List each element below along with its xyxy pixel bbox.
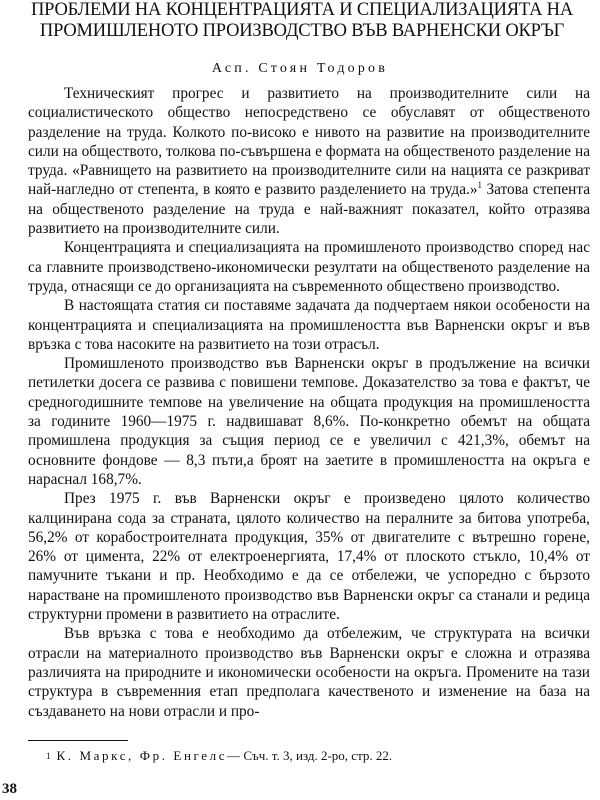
article-author: Асп. Стоян Тодоров bbox=[211, 61, 389, 76]
article-title-line-2: ПРОМИШЛЕНОТО ПРОИЗВОДСТВО ВЪВ ВАРНЕНСКИ ОКРЪГ bbox=[39, 21, 565, 41]
page-number: 38 bbox=[2, 781, 17, 797]
paragraph: Във връзка с това е необходимо да отбележим, че структурата на всички отрасли на материалното производство във Варненски окръг е сложна и отразява различията на природните и икономически особености на окръга. Промените на тази структура в съвременния етап предполага качественото и изменение на база на създаването на нови отрасли и про- bbox=[28, 625, 590, 720]
paragraph: В настоящата статия си поставяме задачата да подчертаем някои особености на концентрацията и специализацията на промишлеността във Варненски окръг и във връзка с това насоките на развитието на този отрасъл. bbox=[28, 297, 590, 353]
footnote-mark: 1 bbox=[46, 751, 51, 761]
paragraph-text-continued: Затова степента на общественото разделение на труда е най-важният показател, който отразява развитието на производителните сили. bbox=[28, 181, 590, 238]
article-body bbox=[28, 84, 590, 721]
footnote-divider bbox=[28, 740, 128, 741]
article-title bbox=[12, 0, 592, 42]
paragraph: През 1975 г. във Варненски окръг е произведено цялото количество калцинирана сода за страната, цялото количество на пералните за битова употреба, 56,2% от корабостроителната продукция, 35% от двигателите с вътрешно горене, 26% от цимента, 22% от електроенергията, 17,4% от плоското стъкло, 10,4% от памучните тъкани и пр. Необходимо е да се отбележи, че успоредно с бързото нарастване на промишленото производство във Варненски окръг са станали и редица структурни промени в развитието на отраслите. bbox=[28, 490, 590, 624]
footnote bbox=[46, 748, 590, 764]
article-title-line-1: ПРОБЛЕМИ НА КОНЦЕНТРАЦИЯТА И СПЕЦИАЛИЗАЦИЯТА НА bbox=[31, 0, 573, 20]
footnote-citation: — Съч. т. 3, изд. 2-ро, стр. 22. bbox=[227, 748, 393, 763]
paragraph-text: Техническият прогрес и развитието на производителните сили на социалистическото общество непосредствено се обуславят от общественото разделение на труда. Колкото по-високо е нивото на развитие на производителните сили на обществото, толкова по-съвършена е формата на общественото разделение на труда. «Равнището на развитието на производителните сили на нацията се разкриват най-нагледно от степента, в която е развито разделението на труда.» bbox=[28, 85, 590, 199]
paragraph bbox=[28, 84, 590, 238]
paragraph: Концентрацията и специализацията на промишленото производство според нас са главните производствено-икономически резултати на общественото разделение на труда, отнасящи се до организацията на съвременното обществено производство. bbox=[28, 239, 590, 295]
footnote-reference: 1 bbox=[477, 180, 482, 191]
paragraph: Промишленото производство във Варненски окръг в продължение на всички петилетки досега се развива с повишени темпове. Доказателство за това е фактът, че средногодишните темпове на увеличение на общата продукция на промишлеността за годините 1960—1975 г. надвишават 8,6%. По-конкретно обемът на общата промишлена продукция за същия период се е увеличил с 421,3%, обемът на основните фондове — 8,3 пъти,а броят на заетите в промишлеността на окръга е нараснал 168,7%. bbox=[28, 355, 590, 488]
footnote-authors: К. Маркс, Фр. Енгелс bbox=[56, 748, 228, 763]
